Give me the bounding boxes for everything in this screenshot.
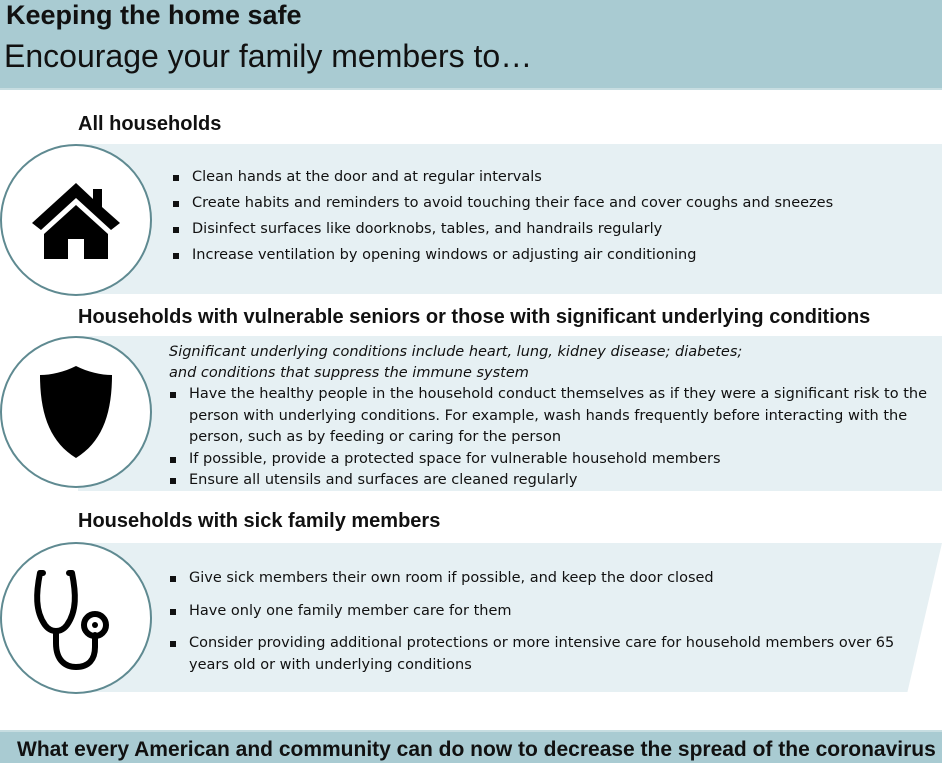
list-item: If possible, provide a protected space for vulnerable household members	[168, 449, 933, 471]
bullet-list-all-households	[171, 167, 931, 271]
footer-text: What every American and community can do now to decrease the spread of the coronavirus	[17, 738, 936, 761]
house-icon	[28, 179, 124, 261]
icon-circle-shield	[0, 336, 152, 488]
list-item: Have the healthy people in the household conduct themselves as if they were a significant risk to the person with underlying conditions. For example, wash hands frequently before interacting with the person, such as by feeding or caring for the person	[168, 384, 933, 449]
page-title: Keeping the home safe	[6, 0, 302, 30]
underlying-conditions-note: Significant underlying conditions include heart, lung, kidney disease; diabetes; and conditions that suppress the immune system	[169, 344, 743, 381]
list-item: Give sick members their own room if possible, and keep the door closed	[168, 568, 908, 590]
section-title-sick-households: Households with sick family members	[78, 510, 441, 532]
shield-icon	[36, 362, 116, 462]
list-item: Increase ventilation by opening windows or adjusting air conditioning	[171, 245, 931, 267]
list-item: Disinfect surfaces like doorknobs, tables, and handrails regularly	[171, 219, 931, 241]
list-item: Have only one family member care for them	[168, 601, 908, 623]
list-item: Create habits and reminders to avoid touching their face and cover coughs and sneezes	[171, 193, 931, 215]
bullet-list-sick-households	[168, 568, 908, 676]
list-item: Clean hands at the door and at regular intervals	[171, 167, 931, 189]
icon-circle-stethoscope	[0, 542, 152, 694]
page-subtitle: Encourage your family members to…	[4, 38, 533, 74]
stethoscope-icon	[31, 563, 121, 673]
list-item: Consider providing additional protections or more intensive care for household members over 65 years old or with underlying conditions	[168, 633, 908, 676]
icon-circle-house	[0, 144, 152, 296]
section-title-vulnerable-households: Households with vulnerable seniors or those with significant underlying conditions	[78, 306, 871, 328]
header-banner	[0, 0, 942, 90]
footer-banner	[0, 730, 942, 763]
bullet-list-vulnerable-households	[168, 384, 933, 492]
section-title-all-households: All households	[78, 113, 222, 135]
list-item: Ensure all utensils and surfaces are cleaned regularly	[168, 470, 933, 492]
